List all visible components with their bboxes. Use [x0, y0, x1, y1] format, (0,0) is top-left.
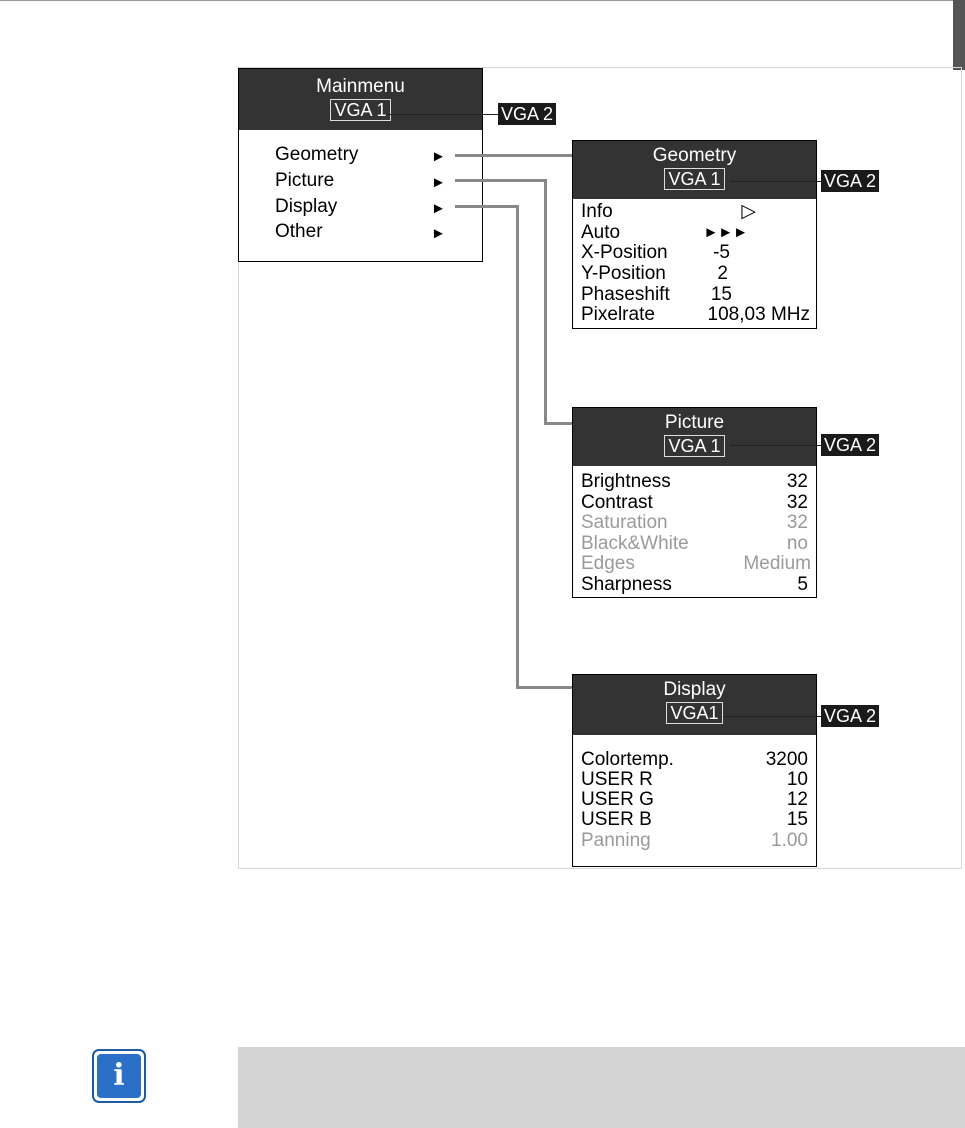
mainmenu-item-other[interactable] — [275, 220, 323, 244]
row-label: Sharpness — [581, 574, 672, 595]
row-value: 12 — [786, 789, 808, 810]
picture-vga2-badge: VGA 2 — [821, 434, 879, 456]
row-value: 2 — [717, 263, 728, 284]
row-label: Y-Position — [581, 263, 666, 284]
row-label: Colortemp. — [581, 749, 674, 770]
row-value: 32 — [786, 471, 808, 492]
picture-panel — [572, 407, 817, 598]
arrow-right-icon: ► — [431, 174, 446, 191]
mainmenu-item-label: Picture — [275, 170, 335, 191]
display-vga2-badge: VGA 2 — [821, 705, 879, 727]
row-label: Contrast — [581, 492, 653, 513]
row-value: 3200 — [765, 749, 808, 770]
row-label: Brightness — [581, 471, 671, 492]
info-icon-glyph: i — [97, 1054, 141, 1098]
mainmenu-item-geometry[interactable] — [275, 143, 358, 167]
display-header — [573, 675, 816, 735]
row-label: USER B — [581, 809, 652, 830]
connector-geometry — [455, 154, 572, 157]
row-value: 10 — [786, 769, 808, 790]
row-value: 108,03 MHz — [707, 304, 810, 325]
row-value: Medium — [743, 553, 811, 574]
vga2-link-line — [724, 716, 821, 717]
row-value: 5 — [797, 574, 808, 595]
arrow-right-icon: ► — [431, 200, 446, 217]
row-value: no — [786, 533, 808, 554]
connector-display — [516, 205, 519, 689]
mainmenu-vga1-label: VGA 1 — [330, 99, 390, 121]
row-label: Black&White — [581, 533, 689, 554]
arrow-right-icon: ► — [431, 225, 446, 242]
mainmenu-title: Mainmenu — [316, 76, 405, 97]
connector-display — [455, 205, 519, 208]
arrow-right-icon: ► — [431, 148, 446, 165]
triple-arrow-icon: ►►► — [703, 224, 748, 241]
mainmenu-item-label: Geometry — [275, 144, 359, 165]
mainmenu-item-display[interactable] — [275, 195, 337, 219]
mainmenu-header — [239, 69, 482, 130]
row-value: 15 — [786, 809, 808, 830]
geometry-header — [573, 141, 816, 199]
info-icon — [92, 1049, 146, 1103]
picture-title: Picture — [664, 412, 725, 433]
top-rule — [0, 0, 965, 1]
connector-picture — [544, 422, 572, 425]
row-label: Edges — [581, 553, 635, 574]
geometry-title: Geometry — [652, 145, 737, 166]
geometry-vga1-label: VGA 1 — [664, 168, 724, 190]
row-label: Info — [581, 201, 613, 222]
play-outline-icon: ▷ — [741, 201, 756, 222]
row-value: -5 — [713, 242, 730, 263]
vga2-link-line — [730, 445, 821, 446]
mainmenu-item-label: Display — [275, 196, 338, 217]
row-label: Pixelrate — [581, 304, 655, 325]
connector-display — [516, 686, 572, 689]
row-value: 15 — [710, 284, 732, 305]
row-label: Panning — [581, 830, 651, 851]
row-value: 32 — [786, 512, 808, 533]
picture-vga1-label: VGA 1 — [664, 435, 724, 457]
connector-picture — [455, 179, 547, 182]
mainmenu-item-label: Other — [275, 221, 323, 242]
row-value: 32 — [786, 492, 808, 513]
mainmenu-vga2-badge: VGA 2 — [498, 103, 556, 125]
row-label: USER G — [581, 789, 654, 810]
geometry-panel — [572, 140, 817, 329]
row-label: Auto — [581, 222, 621, 243]
display-title: Display — [663, 679, 726, 700]
picture-header — [573, 408, 816, 466]
note-box — [238, 1047, 965, 1128]
display-panel — [572, 674, 817, 867]
row-label: X-Position — [581, 242, 668, 263]
display-vga1-label: VGA1 — [666, 702, 722, 724]
vga2-link-line — [730, 181, 821, 182]
vga2-link-line — [387, 114, 498, 115]
connector-picture — [544, 179, 547, 425]
row-label: Phaseshift — [581, 284, 670, 305]
page-edge-tab — [953, 0, 965, 70]
mainmenu-item-picture[interactable] — [275, 169, 334, 193]
geometry-vga2-badge: VGA 2 — [821, 170, 879, 192]
mainmenu-panel — [238, 68, 483, 262]
row-value: 1.00 — [771, 830, 808, 851]
row-label: USER R — [581, 769, 653, 790]
row-label: Saturation — [581, 512, 668, 533]
